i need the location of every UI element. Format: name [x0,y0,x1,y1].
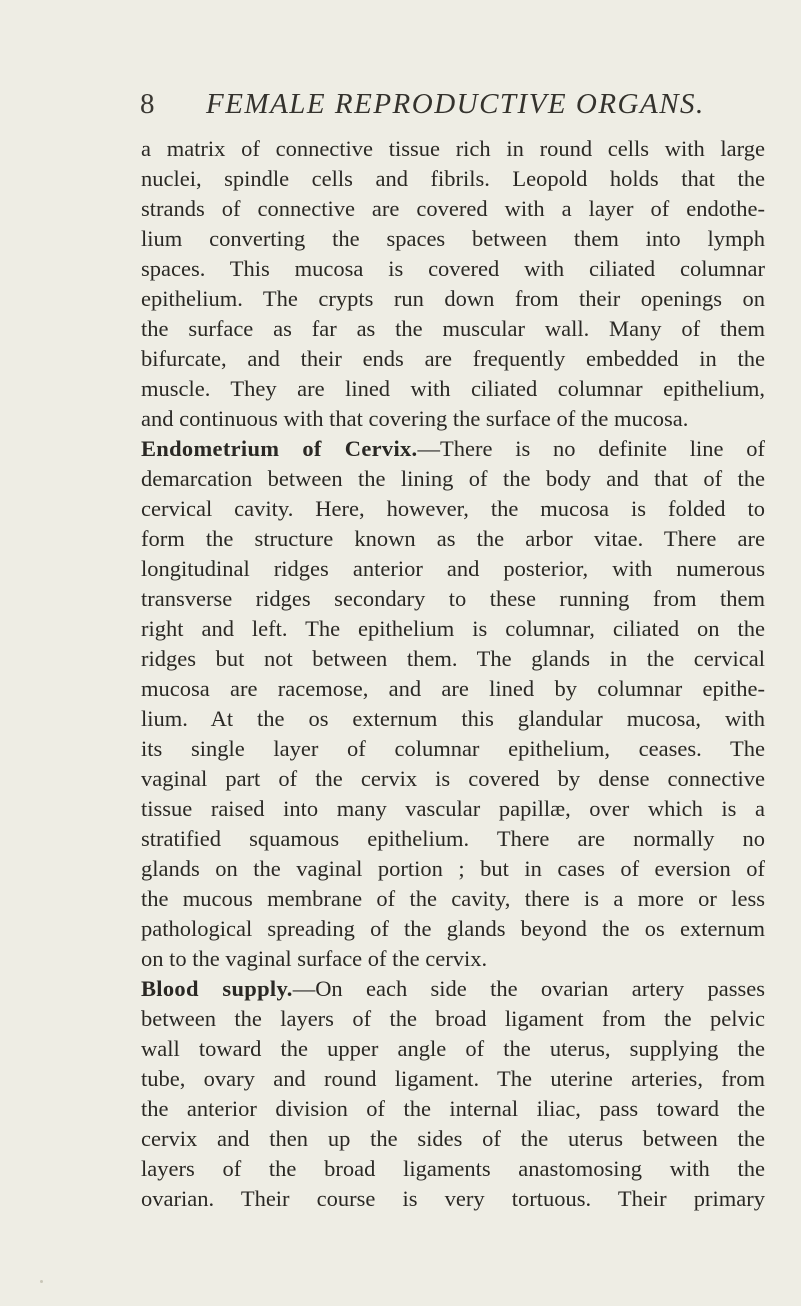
text-line: tissue raised into many vascular papillæ, over which is a [141,796,765,821]
text-line: ridges but not between them. The glands in the cervical [141,646,765,671]
text-line: longitudinal ridges anterior and posterior, with numerous [141,556,765,581]
section-heading-cervix: Endometrium of Cervix. [141,436,418,461]
text-line: between the layers of the broad ligament from the pelvic [141,1006,765,1031]
text-line: right and left. The epithelium is columnar, ciliated on the [141,616,765,641]
text-line: spaces. This mucosa is covered with ciliated columnar [141,256,765,281]
text-line: cervix and then up the sides of the uterus between the [141,1126,765,1151]
text-line: the anterior division of the internal iliac, pass toward the [141,1096,765,1121]
text-line: demarcation between the lining of the body and that of the [141,466,765,491]
text-line: bifurcate, and their ends are frequently embedded in the [141,346,765,371]
text-line: stratified squamous epithelium. There are normally no [141,826,765,851]
blood-first-line-text: —On each side the ovarian artery passes [292,976,766,1001]
running-head [140,84,760,124]
text-line: its single layer of columnar epithelium, ceases. The [141,736,765,761]
blood-first-line [141,974,765,1004]
text-line: on to the vaginal surface of the cervix. [141,946,488,971]
text-line: lium. At the os externum this glandular mucosa, with [141,706,765,731]
page-number: 8 [140,88,155,120]
text-line: layers of the broad ligaments anastomosing with the [141,1156,765,1181]
text-line: form the structure known as the arbor vitae. There are [141,526,765,551]
cervix-first-line [141,434,765,464]
section-heading-blood-supply: Blood supply. [141,976,293,1001]
text-line: wall toward the upper angle of the uterus, supplying the [141,1036,765,1061]
text-line: transverse ridges secondary to these running from them [141,586,765,611]
text-line: strands of connective are covered with a layer of endothe- [141,196,765,221]
paper-speck [40,1280,43,1283]
text-line: lium converting the spaces between them into lymph [141,226,765,251]
text-line: pathological spreading of the glands beyond the os externum [141,916,765,941]
text-line: a matrix of connective tissue rich in round cells with large [141,136,765,161]
text-line: vaginal part of the cervix is covered by dense connective [141,766,765,791]
text-line: the mucous membrane of the cavity, there is a more or less [141,886,765,911]
cervix-first-line-text: —There is no definite line of [417,436,765,461]
text-line: epithelium. The crypts run down from their openings on [141,286,765,311]
text-line: ovarian. Their course is very tortuous. Their primary [141,1186,765,1211]
text-line: mucosa are racemose, and are lined by columnar epithe- [141,676,765,701]
body-text [141,134,765,1214]
running-title: FEMALE REPRODUCTIVE ORGANS. [206,88,705,120]
text-line: cervical cavity. Here, however, the mucosa is folded to [141,496,765,521]
text-line: glands on the vaginal portion ; but in cases of eversion of [141,856,765,881]
text-line: muscle. They are lined with ciliated columnar epithelium, [141,376,765,401]
text-line: the surface as far as the muscular wall. Many of them [141,316,765,341]
text-line: nuclei, spindle cells and fibrils. Leopold holds that the [141,166,765,191]
text-line: tube, ovary and round ligament. The uterine arteries, from [141,1066,765,1091]
text-line: and continuous with that covering the surface of the mucosa. [141,406,689,431]
